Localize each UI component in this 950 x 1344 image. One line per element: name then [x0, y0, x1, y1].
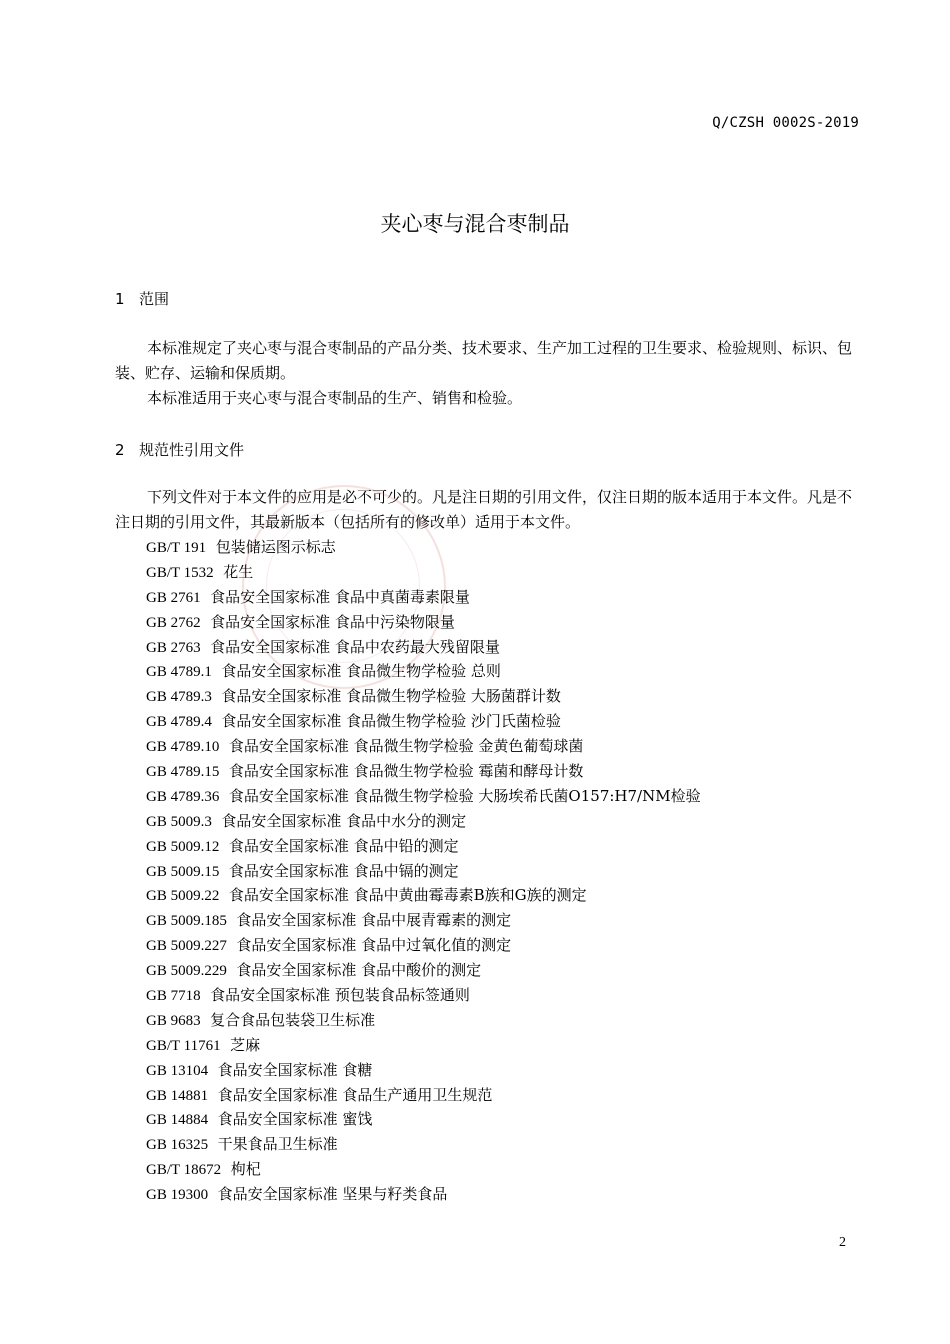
reference-code: GB 4789.36	[146, 788, 220, 805]
reference-code: GB/T 18672	[146, 1162, 222, 1179]
reference-item	[146, 859, 701, 884]
reference-item	[146, 1033, 701, 1058]
reference-item	[146, 610, 701, 635]
reference-code: GB 4789.15	[146, 764, 220, 781]
paragraph: 本标准适用于夹心枣与混合枣制品的生产、销售和检验。	[147, 389, 523, 407]
reference-title: 食品安全国家标准 食品中真菌毒素限量	[210, 587, 470, 606]
section-title: 规范性引用文件	[139, 441, 245, 459]
reference-item	[146, 1132, 701, 1157]
reference-item	[146, 1107, 701, 1132]
reference-title: 食品安全国家标准 食品微生物学检验 沙门氏菌检验	[221, 712, 561, 731]
reference-item	[146, 834, 701, 859]
reference-code: GB 16325	[146, 1137, 209, 1154]
reference-title: 芝麻	[230, 1035, 261, 1054]
reference-title: 食品安全国家标准 食品中铅的测定	[228, 836, 459, 855]
standard-code: Q/CZSH 0002S-2019	[712, 115, 859, 131]
reference-item	[146, 1157, 701, 1182]
paragraph: 下列文件对于本文件的应用是必不可少的。凡是注日期的引用文件，仅注日期的版本适用于本文件。凡是不注日期的引用文件，其最新版本（包括所有的修改单）适用于本文件。	[115, 488, 853, 531]
reference-item	[146, 535, 701, 560]
section-heading-scope	[115, 288, 169, 309]
reference-title: 食品安全国家标准 食品微生物学检验 大肠埃希氏菌O157:H7/NM检验	[228, 786, 701, 805]
reference-item	[146, 1058, 701, 1083]
reference-item	[146, 983, 701, 1008]
reference-title: 干果食品卫生标准	[217, 1135, 338, 1154]
section-number: 1	[115, 290, 125, 308]
reference-title: 食品安全国家标准 食品中过氧化值的测定	[236, 936, 512, 955]
scope-body	[115, 336, 865, 411]
reference-code: GB 5009.3	[146, 813, 212, 830]
reference-item	[146, 659, 701, 684]
reference-list	[146, 535, 701, 1207]
reference-title: 食品安全国家标准 预包装食品标签通则	[210, 986, 470, 1005]
reference-item	[146, 908, 701, 933]
reference-title: 食品安全国家标准 食品中镉的测定	[228, 861, 459, 880]
section-number: 2	[115, 441, 125, 459]
reference-item	[146, 709, 701, 734]
reference-title: 食品安全国家标准 坚果与籽类食品	[217, 1185, 448, 1204]
reference-title: 食品安全国家标准 食品微生物学检验 金黄色葡萄球菌	[228, 737, 584, 756]
reference-code: GB 14881	[146, 1087, 209, 1104]
reference-title: 食品安全国家标准 食品微生物学检验 霉菌和酵母计数	[228, 762, 584, 781]
reference-title: 食品安全国家标准 食品中展青霉素的测定	[236, 911, 512, 930]
reference-item	[146, 1008, 701, 1033]
reference-title: 食品安全国家标准 食品中酸价的测定	[236, 961, 482, 980]
reference-title: 食品安全国家标准 蜜饯	[217, 1110, 373, 1129]
reference-item	[146, 585, 701, 610]
reference-item	[146, 809, 701, 834]
reference-title: 食品安全国家标准 食品中污染物限量	[210, 612, 455, 631]
reference-item	[146, 635, 701, 660]
reference-code: GB 4789.10	[146, 739, 220, 756]
reference-code: GB 9683	[146, 1012, 201, 1029]
reference-code: GB 4789.4	[146, 714, 212, 731]
reference-title: 食品安全国家标准 食品中农药最大残留限量	[210, 637, 500, 656]
section-heading-normative-references	[115, 439, 244, 460]
reference-title: 食品安全国家标准 食品微生物学检验 总则	[221, 662, 501, 681]
reference-code: GB 2762	[146, 614, 201, 631]
references-intro	[115, 485, 865, 535]
paragraph: 本标准规定了夹心枣与混合枣制品的产品分类、技术要求、生产加工过程的卫生要求、检验规则、标识、包装、贮存、运输和保质期。	[115, 339, 853, 382]
reference-code: GB 5009.22	[146, 888, 220, 905]
reference-title: 食品安全国家标准 食品生产通用卫生规范	[217, 1085, 493, 1104]
reference-item	[146, 958, 701, 983]
reference-title: 食品安全国家标准 食品中水分的测定	[221, 811, 467, 830]
reference-title: 复合食品包装袋卫生标准	[210, 1010, 376, 1029]
reference-code: GB 13104	[146, 1062, 209, 1079]
reference-title: 包装储运图示标志	[215, 538, 336, 556]
reference-code: GB 2763	[146, 639, 201, 656]
reference-code: GB 4789.1	[146, 664, 212, 681]
reference-code: GB/T 191	[146, 540, 207, 556]
reference-item	[146, 684, 701, 709]
reference-title: 食品安全国家标准 食品中黄曲霉毒素B族和G族的测定	[228, 886, 587, 905]
reference-title: 花生	[223, 562, 254, 581]
reference-code: GB 7718	[146, 988, 201, 1005]
section-title: 范围	[139, 290, 170, 308]
reference-code: GB 2761	[146, 589, 201, 606]
reference-code: GB 4789.3	[146, 689, 212, 706]
reference-item	[146, 734, 701, 759]
reference-item	[146, 1182, 701, 1207]
reference-code: GB 19300	[146, 1187, 209, 1204]
reference-title: 食品安全国家标准 食糖	[217, 1060, 373, 1079]
reference-item	[146, 1083, 701, 1108]
reference-code: GB 5009.229	[146, 963, 227, 980]
reference-code: GB/T 11761	[146, 1037, 221, 1054]
reference-item	[146, 560, 701, 585]
reference-title: 枸杞	[230, 1160, 261, 1179]
reference-code: GB 5009.12	[146, 838, 220, 855]
reference-title: 食品安全国家标准 食品微生物学检验 大肠菌群计数	[221, 687, 561, 706]
page-number: 2	[839, 1235, 846, 1250]
reference-code: GB 5009.227	[146, 938, 227, 955]
reference-code: GB 5009.185	[146, 913, 227, 930]
reference-code: GB/T 1532	[146, 564, 214, 581]
reference-code: GB 5009.15	[146, 863, 220, 880]
reference-item	[146, 933, 701, 958]
reference-code: GB 14884	[146, 1112, 209, 1129]
document-title: 夹心枣与混合枣制品	[380, 212, 570, 236]
reference-item	[146, 784, 701, 809]
reference-item	[146, 883, 701, 908]
reference-item	[146, 759, 701, 784]
